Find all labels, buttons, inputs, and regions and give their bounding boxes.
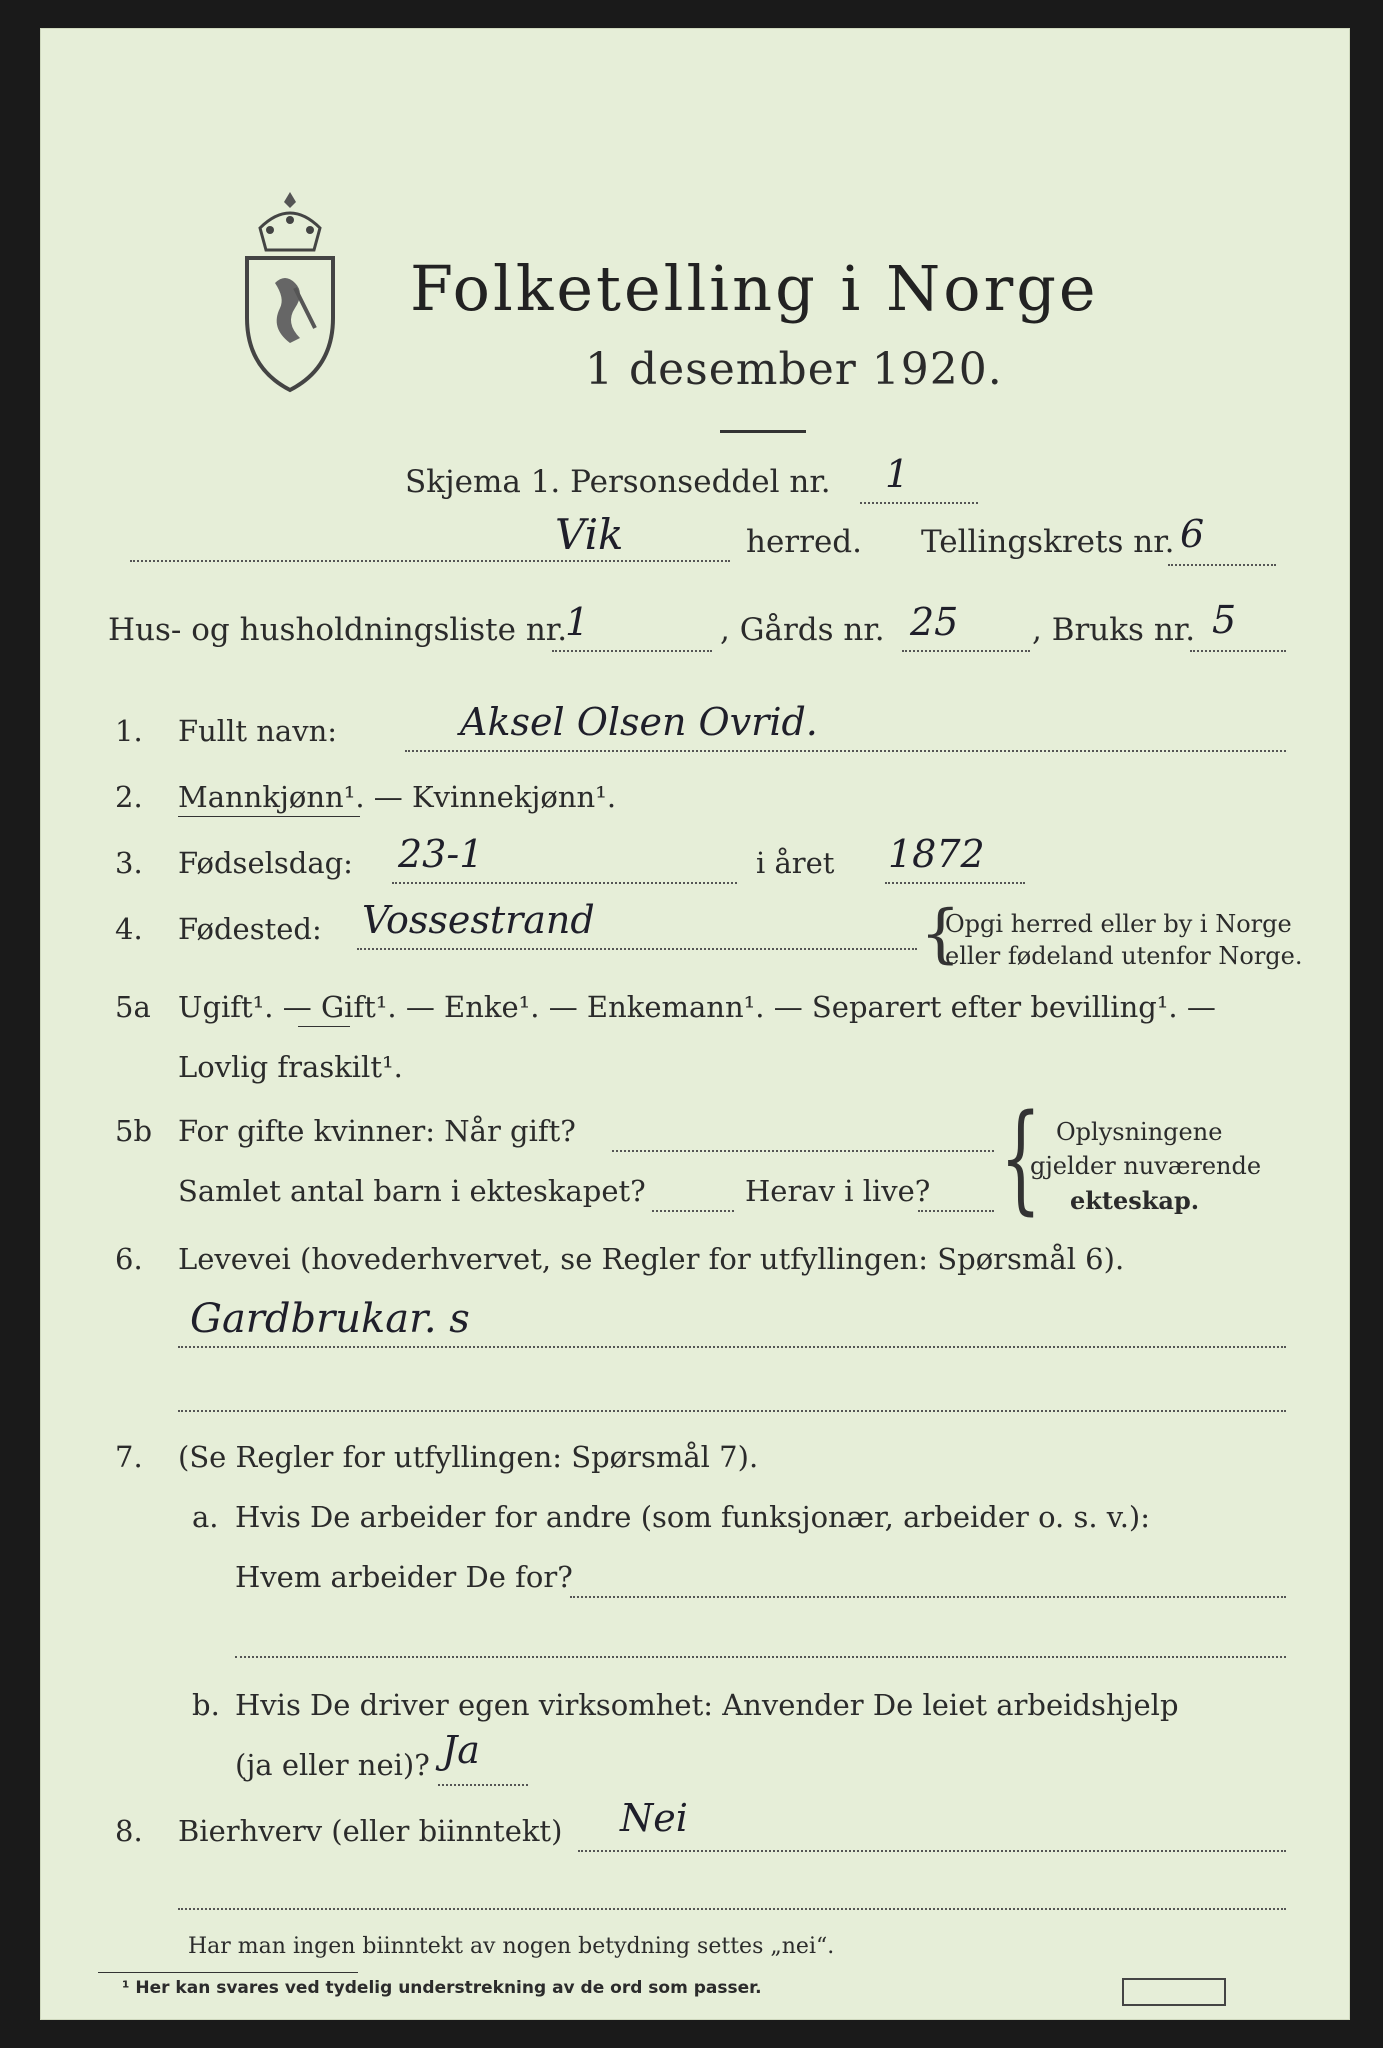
q2-label: Mannkjønn¹. — Kvinnekjønn¹. <box>178 780 617 814</box>
q4-label: Fødested: <box>178 912 322 946</box>
herred-label: herred. <box>746 524 862 560</box>
form-title: Folketelling i Norge <box>410 252 1099 325</box>
q5b-note-2: gjelder nuværende <box>1030 1152 1262 1180</box>
q6-line-1 <box>178 1346 1286 1348</box>
krets-value: 6 <box>1180 512 1205 556</box>
gards-value: 25 <box>910 600 959 644</box>
q8-label: Bierhverv (eller biinntekt) <box>178 1814 563 1848</box>
gards-line <box>902 650 1030 652</box>
q1-label: Fullt navn: <box>178 714 338 748</box>
q6-line-2 <box>178 1410 1286 1412</box>
q2-underline-mann <box>178 816 360 817</box>
herred-value: Vik <box>555 510 624 559</box>
q5b-line-2a: Samlet antal barn i ekteskapet? <box>178 1174 646 1208</box>
bruks-line <box>1190 650 1286 652</box>
q4-number: 4. <box>115 912 143 946</box>
q5b-line-1-fill <box>612 1150 994 1152</box>
census-form-sheet <box>40 28 1350 2020</box>
q7b-line-2: (ja eller nei)? <box>235 1748 430 1782</box>
bruks-label: , Bruks nr. <box>1032 612 1196 648</box>
q5b-line-1: For gifte kvinner: Når gift? <box>178 1114 576 1148</box>
q8-value: Nei <box>620 1796 688 1840</box>
q3-value: 23-1 <box>398 832 484 876</box>
q5a-line-1: Ugift¹. — Gift¹. — Enke¹. — Enkemann¹. — Separert efter bevilling¹. — <box>178 990 1216 1024</box>
q7b-line-fill <box>438 1784 528 1786</box>
q5a-underline-gift <box>298 1026 350 1027</box>
q4-value: Vossestrand <box>362 898 595 942</box>
q3-label: Fødselsdag: <box>178 846 353 880</box>
form-date: 1 desember 1920. <box>585 344 1003 395</box>
q4-line <box>357 948 917 950</box>
q7a-line-extra <box>235 1656 1286 1658</box>
hus-value: 1 <box>565 600 590 644</box>
hus-line <box>552 650 712 652</box>
q7b-number: b. <box>192 1688 220 1722</box>
hus-label: Hus- og husholdningsliste nr. <box>108 612 568 648</box>
footnote: ¹ Her kan svares ved tydelig understrekning av de ord som passer. <box>122 1978 762 1998</box>
q5b-line-2a-fill <box>652 1210 734 1212</box>
bruks-value: 5 <box>1212 598 1237 642</box>
q2-number: 2. <box>115 780 143 814</box>
q7a-line-1: Hvis De arbeider for andre (som funksjonær, arbeider o. s. v.): <box>235 1500 1151 1534</box>
gards-label: , Gårds nr. <box>720 612 885 648</box>
q5b-number: 5b <box>115 1114 153 1148</box>
q7a-line-2: Hvem arbeider De for? <box>235 1560 573 1594</box>
q4-note-1: Opgi herred eller by i Norge <box>945 910 1292 938</box>
q5b-line-2b: Herav i live? <box>745 1174 931 1208</box>
q7b-line-1: Hvis De driver egen virksomhet: Anvender De leiet arbeidshjelp <box>235 1688 1179 1722</box>
q6-number: 6. <box>115 1242 143 1276</box>
q7b-value: Ja <box>442 1728 480 1772</box>
q7-number: 7. <box>115 1440 143 1474</box>
q5b-note-3: ekteskap. <box>1070 1186 1200 1215</box>
krets-label: Tellingskrets nr. <box>921 524 1175 560</box>
q5b-note-1: Oplysningene <box>1056 1118 1223 1146</box>
q1-value: Aksel Olsen Ovrid. <box>460 700 818 744</box>
q4-note-2: eller fødeland utenfor Norge. <box>945 942 1303 970</box>
q3-year-value: 1872 <box>888 832 985 876</box>
q6-value: Gardbrukar. s <box>190 1296 470 1342</box>
q8-number: 8. <box>115 1814 143 1848</box>
herred-line <box>130 560 730 562</box>
q5a-line-2: Lovlig fraskilt¹. <box>178 1050 403 1084</box>
q3-line <box>392 882 737 884</box>
coat-of-arms-icon <box>235 188 345 398</box>
q6-label: Levevei (hovederhvervet, se Regler for utfyllingen: Spørsmål 6). <box>178 1242 1125 1276</box>
q4-brace: { <box>920 897 961 971</box>
q5b-brace: { <box>1000 1088 1042 1226</box>
q8-line <box>578 1850 1286 1852</box>
q3-year-label: i året <box>756 846 835 880</box>
schema-value: 1 <box>885 452 910 496</box>
q1-number: 1. <box>115 714 143 748</box>
footnote-divider <box>98 1972 358 1973</box>
title-divider <box>720 430 806 433</box>
q3-number: 3. <box>115 846 143 880</box>
q8-line-extra <box>178 1908 1286 1910</box>
footer-note: Har man ingen biinntekt av nogen betydning settes „nei“. <box>188 1934 835 1959</box>
schema-label: Skjema 1. Personseddel nr. <box>405 464 831 500</box>
q1-line <box>405 750 1286 752</box>
printer-stamp <box>1122 1978 1226 2006</box>
q5b-line-2b-fill <box>918 1210 994 1212</box>
schema-line <box>860 502 978 504</box>
q7a-number: a. <box>192 1500 219 1534</box>
q7-label: (Se Regler for utfyllingen: Spørsmål 7). <box>178 1440 759 1474</box>
q3-year-line <box>885 882 1025 884</box>
q5a-number: 5a <box>115 990 151 1024</box>
krets-line <box>1168 564 1276 566</box>
q7a-line-fill <box>570 1596 1286 1598</box>
